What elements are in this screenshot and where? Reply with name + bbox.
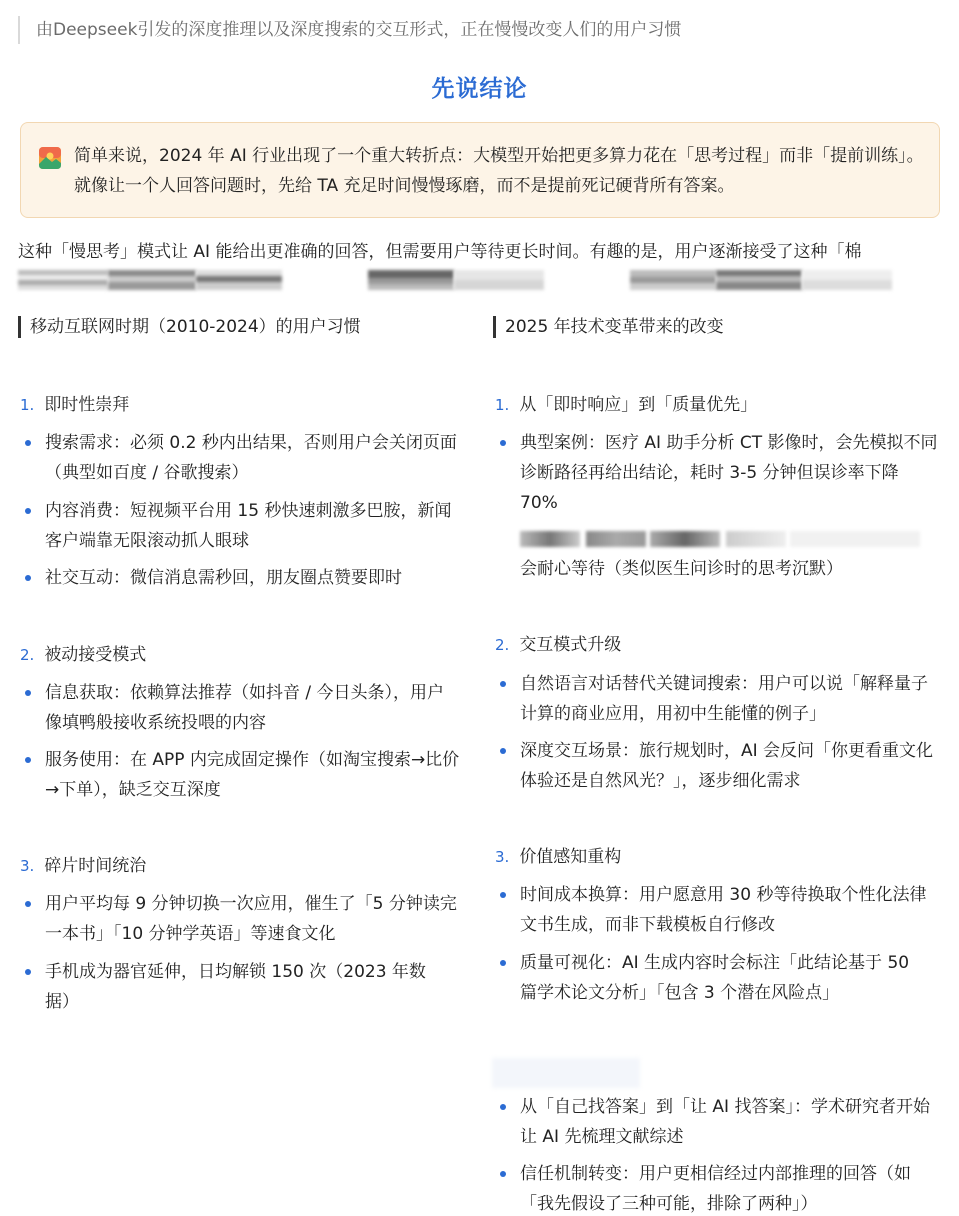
left-section-1-title (20, 391, 129, 419)
right-section-3-title (495, 843, 621, 871)
list-item: 内容消费：短视频平台用 15 秒快速刺激多巴胺，新闻客户端靠无限滚动抓人眼球 (21, 496, 467, 556)
list-item: 自然语言对话替代关键词搜索：用户可以说「解释量子计算的商业应用，用初中生能懂的例子」 (496, 669, 936, 729)
bullet-icon (500, 960, 506, 966)
section-title: 碎片时间统治 (44, 856, 147, 876)
section-title: 即时性崇拜 (44, 395, 130, 415)
list-item: 手机成为器官延伸，日均解锁 150 次（2023 年数据） (21, 957, 451, 1017)
callout-text: 简单来说，2024 年 AI 行业出现了一个重大转折点：大模型开始把更多算力花在「思考过程」而非「提前训练」。就像让一个人回答问题时，先给 TA 充足时间慢慢琢磨，而不是提前死记硬背所有答案。 (74, 146, 924, 196)
page-title: 先说结论 (431, 76, 528, 102)
section-number: 2. (495, 636, 510, 654)
list-item: 用户平均每 9 分钟切换一次应用，催生了「5 分钟读完一本书」「10 分钟学英语」等速食文化 (21, 889, 461, 949)
intro-quote: 由Deepseek引发的深度推理以及深度搜索的交互形式，正在慢慢改变人们的用户习惯 (18, 16, 681, 44)
intro-paragraph: 这种「慢思考」模式让 AI 能给出更准确的回答，但需要用户等待更长时间。有趣的是，用户逐渐接受了这种「棉 (18, 242, 862, 262)
bullet-icon (500, 440, 506, 446)
right-section-2-title (495, 631, 621, 659)
bullet-icon (25, 757, 31, 763)
left-section-3-title (20, 852, 146, 880)
blurred-text-line (18, 270, 898, 290)
list-item: 搜索需求：必须 0.2 秒内出结果，否则用户会关闭页面（典型如百度 / 谷歌搜索） (21, 428, 461, 488)
section-number: 3. (495, 848, 510, 866)
section-number: 3. (20, 857, 35, 875)
bullet-icon (25, 508, 31, 514)
left-section-2-title (20, 641, 146, 669)
list-item: 质量可视化：AI 生成内容时会标注「此结论基于 50 篇学术论文分析」「包含 3 个潜在风险点」 (496, 948, 916, 1008)
section-title: 从「即时响应」到「质量优先」 (519, 395, 758, 415)
bullet-icon (500, 748, 506, 754)
bullet-icon (500, 1104, 506, 1110)
continuation-text: 会耐心等待（类似医生问诊时的思考沉默） (520, 559, 843, 579)
list-item: 服务使用：在 APP 内完成固定操作（如淘宝搜索→比价→下单），缺乏交互深度 (21, 745, 467, 805)
bullet-icon (500, 1171, 506, 1177)
left-column-header: 移动互联网时期（2010-2024）的用户习惯 (18, 316, 361, 338)
faded-placeholder (492, 1058, 640, 1088)
section-title: 交互模式升级 (519, 635, 622, 655)
list-item: 时间成本换算：用户愿意用 30 秒等待换取个性化法律文书生成，而非下载模板自行修改 (496, 880, 941, 940)
bullet-icon (25, 690, 31, 696)
bullet-icon (25, 440, 31, 446)
blurred-text-line (520, 528, 920, 550)
bullet-icon (25, 969, 31, 975)
bullet-icon (25, 901, 31, 907)
bullet-icon (500, 681, 506, 687)
right-section-1-title (495, 391, 757, 419)
list-item: 社交互动：微信消息需秒回，朋友圈点赞要即时 (21, 563, 467, 593)
section-number: 1. (495, 396, 510, 414)
right-column-header: 2025 年技术变革带来的改变 (493, 316, 724, 338)
bullet-icon (500, 892, 506, 898)
summary-callout (20, 122, 940, 218)
section-number: 2. (20, 646, 35, 664)
list-item: 从「自己找答案」到「让 AI 找答案」：学术研究者开始让 AI 先梳理文献综述 (496, 1092, 941, 1152)
list-item: 典型案例：医疗 AI 助手分析 CT 影像时，会先模拟不同诊断路径再给出结论，耗时 3-5 分钟但误诊率下降 70% (496, 428, 941, 518)
list-item: 信息获取：依赖算法推荐（如抖音 / 今日头条），用户像填鸭般接收系统投喂的内容 (21, 678, 461, 738)
landscape-image-icon (39, 147, 61, 169)
section-title: 被动接受模式 (44, 645, 147, 665)
section-title: 价值感知重构 (519, 847, 622, 867)
section-number: 1. (20, 396, 35, 414)
list-item: 深度交互场景：旅行规划时，AI 会反问「你更看重文化体验还是自然风光？」，逐步细化需求 (496, 736, 936, 796)
list-item: 信任机制转变：用户更相信经过内部推理的回答（如「我先假设了三种可能，排除了两种」） (496, 1159, 926, 1216)
bullet-icon (25, 575, 31, 581)
